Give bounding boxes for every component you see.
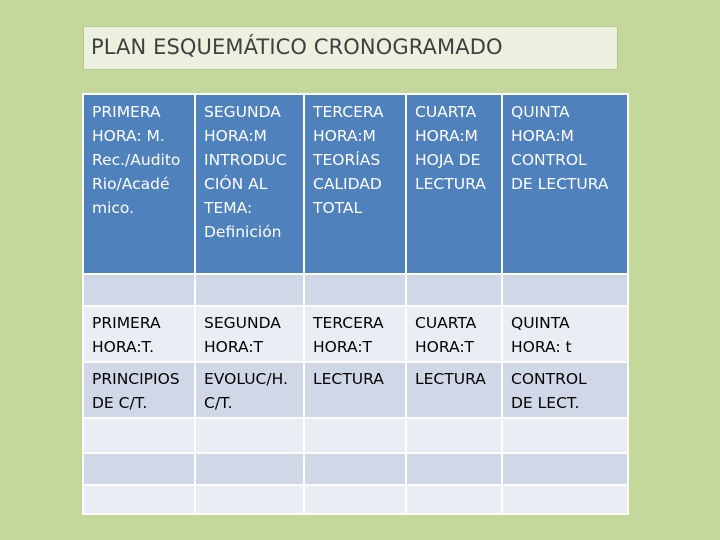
table-cell xyxy=(502,306,628,362)
cell-line: HOJA DE xyxy=(415,151,481,169)
cell-line: DE LECTURA xyxy=(511,175,609,193)
table-row xyxy=(83,485,628,514)
cell-line: EVOLUC/H. xyxy=(204,370,288,388)
cell-line: DE LECT. xyxy=(511,394,580,412)
table-header-row xyxy=(83,94,628,274)
table-cell xyxy=(406,418,502,453)
cell-line: HORA:M xyxy=(511,127,574,145)
cell-line: TERCERA xyxy=(313,103,384,121)
table-header-cell xyxy=(406,94,502,274)
cell-line: TOTAL xyxy=(313,199,363,217)
cell-line: CIÓN AL xyxy=(204,175,268,193)
cell-line: HORA:M xyxy=(204,127,267,145)
table-row xyxy=(83,362,628,418)
table-cell xyxy=(406,362,502,418)
cell-line: INTRODUC xyxy=(204,151,287,169)
table-cell xyxy=(502,485,628,514)
table-cell xyxy=(195,362,304,418)
table-cell xyxy=(83,485,195,514)
table-cell xyxy=(195,274,304,306)
table-cell xyxy=(304,418,406,453)
title-box xyxy=(83,26,618,70)
table-cell xyxy=(304,306,406,362)
table-cell xyxy=(304,453,406,485)
table-cell xyxy=(406,453,502,485)
table-cell xyxy=(195,453,304,485)
cell-line: TEORÍAS xyxy=(313,151,381,169)
table-row xyxy=(83,306,628,362)
cell-line: CUARTA xyxy=(415,314,477,332)
cell-line: HORA: t xyxy=(511,338,572,356)
table-cell xyxy=(83,306,195,362)
cell-line: LECTURA xyxy=(415,175,486,193)
table-header-cell xyxy=(195,94,304,274)
table-header-cell xyxy=(83,94,195,274)
cell-line: HORA:T xyxy=(313,338,373,356)
table-cell xyxy=(406,306,502,362)
cell-line: QUINTA xyxy=(511,103,570,121)
cell-line: CALIDAD xyxy=(313,175,382,193)
cell-line: HORA:T xyxy=(204,338,264,356)
table-cell xyxy=(83,453,195,485)
cell-line: CONTROL xyxy=(511,151,587,169)
table-header-cell xyxy=(304,94,406,274)
cell-line: PRINCIPIOS xyxy=(92,370,180,388)
cell-line: PRIMERA xyxy=(92,103,161,121)
cell-line: LECTURA xyxy=(415,370,486,388)
table-cell xyxy=(195,306,304,362)
cell-line: TEMA: xyxy=(204,199,253,217)
cell-line: Definición xyxy=(204,223,282,241)
cell-line: PRIMERA xyxy=(92,314,161,332)
table-cell xyxy=(502,274,628,306)
table-cell xyxy=(83,362,195,418)
table-cell xyxy=(195,418,304,453)
cell-line: QUINTA xyxy=(511,314,570,332)
table-cell xyxy=(83,274,195,306)
cell-line: Rio/Acadé xyxy=(92,175,170,193)
cell-line: SEGUNDA xyxy=(204,314,281,332)
table-row xyxy=(83,274,628,306)
table-cell xyxy=(406,274,502,306)
cell-line: Rec./Audito xyxy=(92,151,181,169)
cell-line: HORA:M xyxy=(415,127,478,145)
cell-line: HORA: M. xyxy=(92,127,165,145)
cell-line: C/T. xyxy=(204,394,233,412)
cell-line: LECTURA xyxy=(313,370,384,388)
table-cell xyxy=(502,418,628,453)
table-cell xyxy=(83,418,195,453)
schedule-table xyxy=(82,93,629,515)
cell-line: HORA:T xyxy=(415,338,475,356)
table-cell xyxy=(304,485,406,514)
cell-line: HORA:T. xyxy=(92,338,155,356)
cell-line: CONTROL xyxy=(511,370,587,388)
cell-line: TERCERA xyxy=(313,314,384,332)
table-cell xyxy=(304,362,406,418)
table-cell xyxy=(304,274,406,306)
cell-line: CUARTA xyxy=(415,103,477,121)
table-row xyxy=(83,418,628,453)
table-row xyxy=(83,453,628,485)
page-title: PLAN ESQUEMÁTICO CRONOGRAMADO xyxy=(91,35,503,59)
cell-line: SEGUNDA xyxy=(204,103,281,121)
cell-line: DE C/T. xyxy=(92,394,148,412)
cell-line: mico. xyxy=(92,199,135,217)
table-cell xyxy=(502,453,628,485)
cell-line: HORA:M xyxy=(313,127,376,145)
table-header-cell xyxy=(502,94,628,274)
table-cell xyxy=(406,485,502,514)
table-cell xyxy=(195,485,304,514)
table-cell xyxy=(502,362,628,418)
